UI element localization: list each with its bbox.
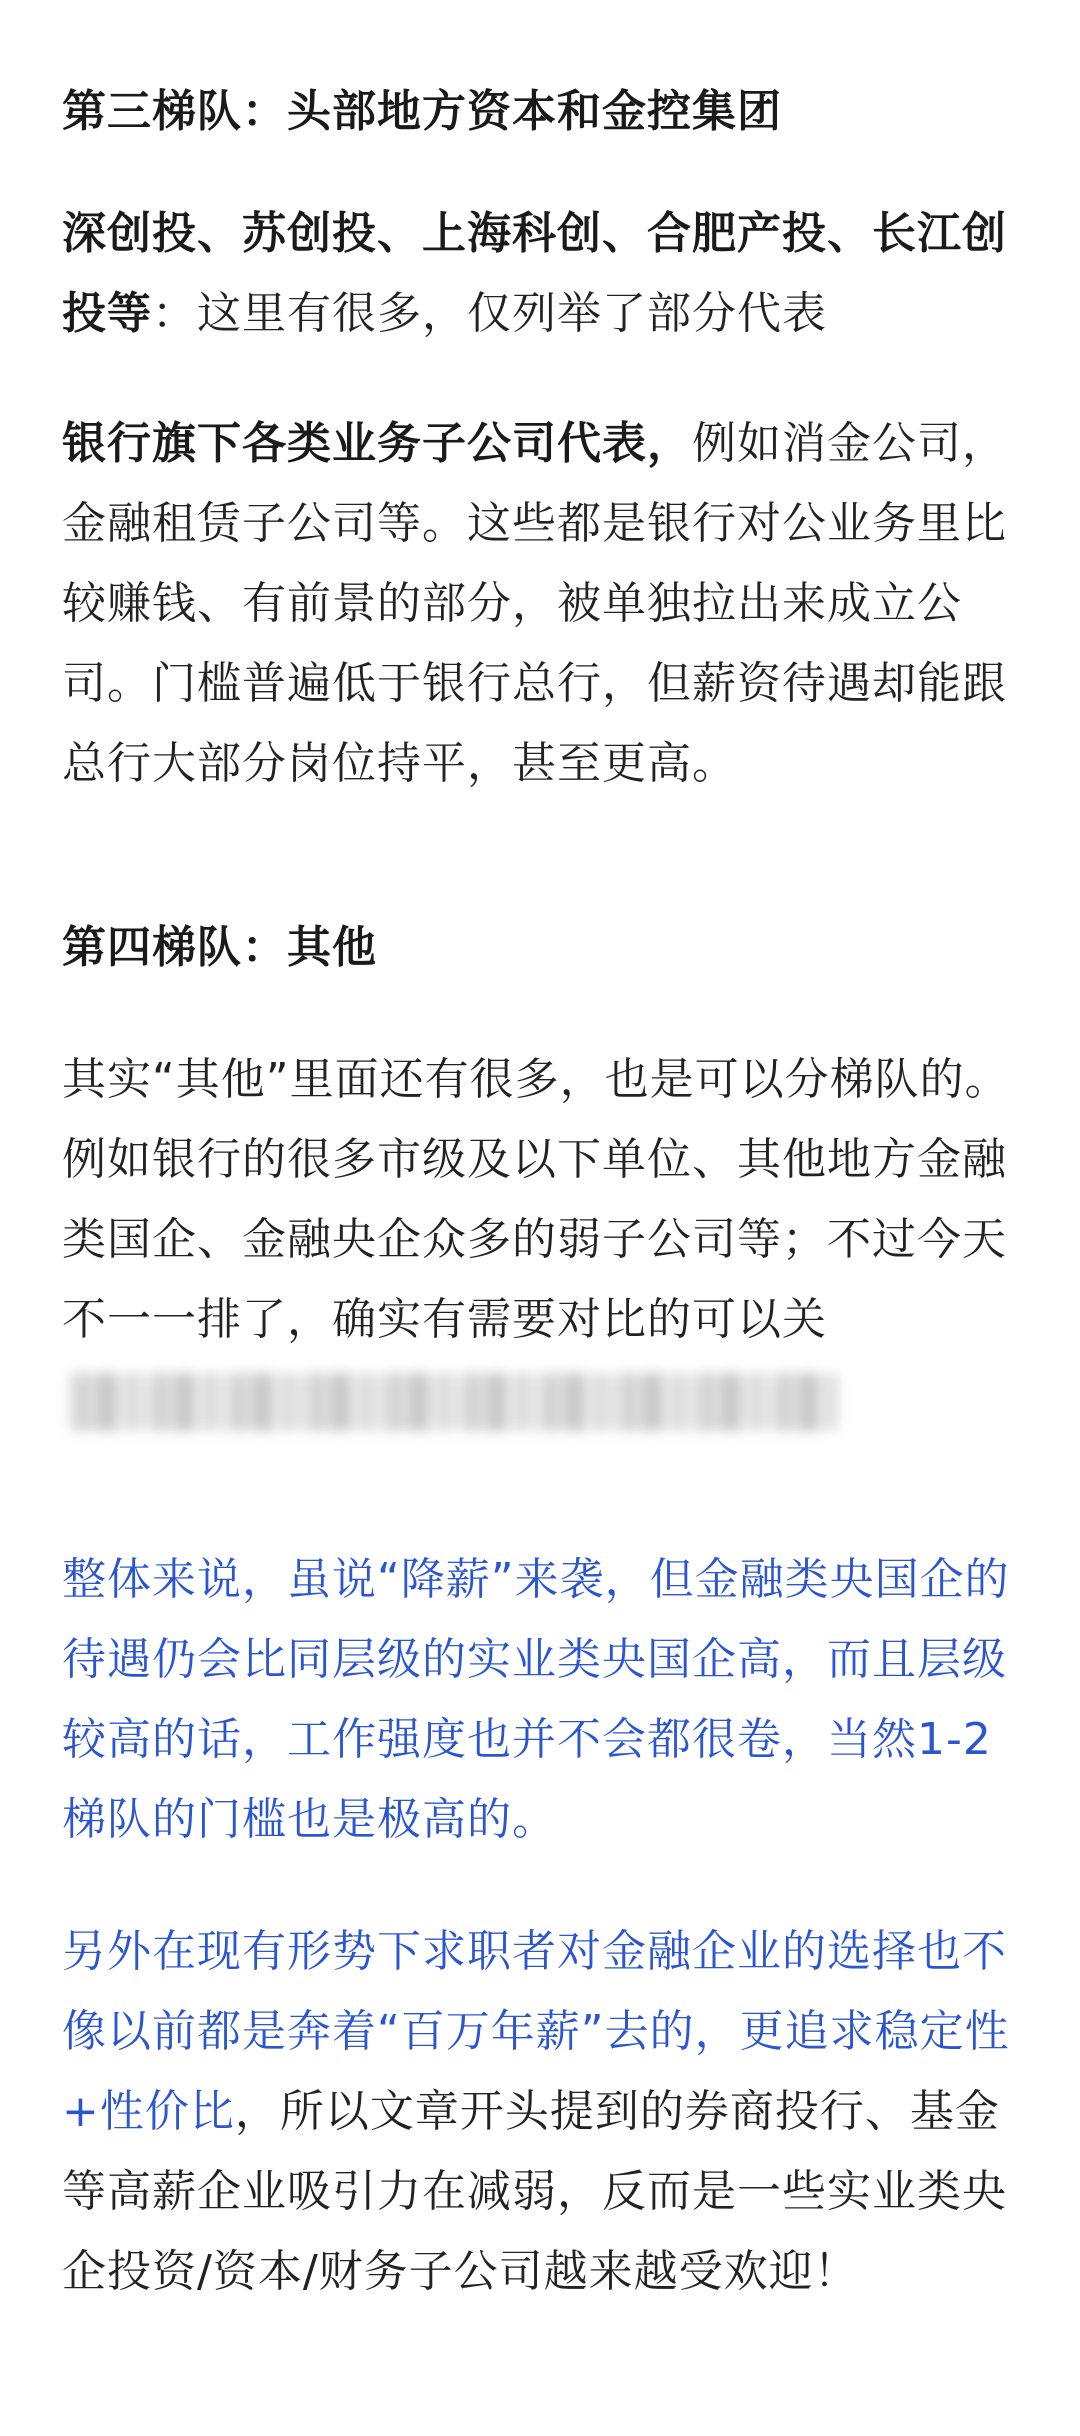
summary-paragraph-2 <box>62 1912 1022 2312</box>
tier4-paragraph-1 <box>62 1040 1022 1440</box>
tier4-p1-text: 其实“其他”里面还有很多，也是可以分梯队的。例如银行的很多市级及以下单位、其他地方金融类国企、金融央企众多的弱子公司等；不过今天不一一排了，确实有需要对比的可以 <box>62 1054 1010 1345</box>
tier3-paragraph-2 <box>62 404 1022 804</box>
blurred-contact-info <box>68 1373 838 1431</box>
summary-p2-highlight: 另外在现有形势下求职者对金融企业的选择也不像以前都是奔着“百万年薪”去的，更追求稳定性+性价比 <box>62 1926 1010 2137</box>
tier3-p2-bold: 银行旗下各类业务子公司代表， <box>62 418 692 469</box>
tier3-p2-rest: 例如消金公司，金融租赁子公司等。这些都是银行对公业务里比较赚钱、有前景的部分，被单独拉出来成立公司。门槛普遍低于银行总行，但薪资待遇却能跟总行大部分岗位持平，甚至更高。 <box>62 418 1007 789</box>
summary-p2-rest: ，所以文章开头提到的券商投行、基金等高薪企业吸引力在减弱，反而是一些实业类央企投资/资本/财务子公司越来越受欢迎！ <box>62 2086 1007 2297</box>
tier3-heading: 第三梯队：头部地方资本和金控集团 <box>62 86 782 137</box>
summary-paragraph-1: 整体来说，虽说“降薪”来袭，但金融类央国企的待遇仍会比同层级的实业类央国企高，而且层级较高的话，工作强度也并不会都很卷，当然1-2梯队的门槛也是极高的。 <box>62 1554 1010 1845</box>
tier3-p1-bold: 深创投、苏创投、上海科创、合肥产投、长江创投等 <box>62 208 1007 339</box>
tier3-paragraph-1 <box>62 194 1022 354</box>
tier4-p1-obscured-fragment: 关 <box>782 1294 827 1345</box>
tier3-p1-rest: ：这里有很多，仅列举了部分代表 <box>152 288 827 339</box>
tier4-heading: 第四梯队：其他 <box>62 922 377 973</box>
